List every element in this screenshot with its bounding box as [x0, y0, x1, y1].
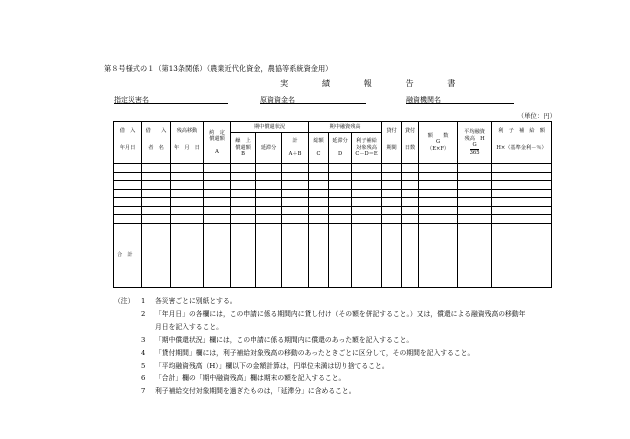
table-row	[114, 198, 552, 207]
table-cell[interactable]	[256, 189, 282, 198]
table-cell[interactable]	[458, 223, 492, 287]
header-repayment-status: 期中償還状況	[231, 122, 309, 133]
header-amount: 額 数 G （E×F）	[419, 122, 458, 164]
note-item: 4 「貸付期間」欄には，利子補給対象残高の移動のあったときごとに区分して，その期間を記入すること。	[141, 348, 475, 357]
table-cell[interactable]	[282, 164, 309, 173]
table-cell[interactable]	[419, 172, 458, 181]
table-cell[interactable]	[231, 172, 256, 181]
table-cell[interactable]	[256, 223, 282, 287]
table-cell[interactable]	[142, 164, 171, 173]
table-cell[interactable]	[114, 164, 142, 173]
table-row	[114, 181, 552, 190]
funding-source-field[interactable]	[260, 103, 366, 104]
disaster-name-label: 指定災害名	[114, 96, 149, 104]
table-cell[interactable]	[382, 215, 402, 224]
table-cell[interactable]	[352, 223, 382, 287]
table-cell[interactable]	[382, 198, 402, 207]
table-cell[interactable]	[171, 189, 204, 198]
table-cell[interactable]	[309, 181, 329, 190]
report-title-char: 績	[321, 78, 331, 88]
table-cell[interactable]	[256, 206, 282, 215]
header-borrower-name: 借 入 者 名	[142, 122, 171, 164]
notes-section	[114, 295, 529, 398]
table-cell[interactable]	[231, 215, 256, 224]
report-title-char: 書	[447, 78, 456, 88]
table-cell[interactable]	[114, 215, 142, 224]
table-cell[interactable]	[142, 181, 171, 190]
table-cell[interactable]	[329, 172, 352, 181]
table-row	[114, 172, 552, 181]
table-cell[interactable]	[458, 172, 492, 181]
table-cell[interactable]	[142, 215, 171, 224]
notes-heading: （注）	[114, 297, 135, 305]
table-cell[interactable]	[382, 223, 402, 287]
table-cell[interactable]	[329, 164, 352, 173]
table-cell[interactable]	[402, 223, 419, 287]
table-cell[interactable]	[256, 181, 282, 190]
table-cell[interactable]	[458, 198, 492, 207]
table-cell[interactable]	[492, 206, 552, 215]
header-loan-days: 貸付 日数	[402, 122, 419, 164]
table-cell[interactable]	[114, 181, 142, 190]
table-cell[interactable]	[204, 215, 231, 224]
table-cell[interactable]	[402, 189, 419, 198]
header-average-balance: 平均融資 残高 H G 365	[458, 122, 492, 164]
table-cell[interactable]	[171, 198, 204, 207]
table-cell[interactable]	[204, 164, 231, 173]
table-cell[interactable]	[419, 215, 458, 224]
table-row	[114, 164, 552, 173]
header-scheduled-repayment: 約 定 償還額 A	[204, 122, 231, 164]
table-cell[interactable]	[142, 172, 171, 181]
table-cell[interactable]	[492, 198, 552, 207]
table-cell[interactable]	[402, 206, 419, 215]
table-cell[interactable]	[142, 198, 171, 207]
table-cell[interactable]	[402, 181, 419, 190]
table-cell[interactable]	[256, 164, 282, 173]
table-cell[interactable]	[419, 181, 458, 190]
form-number-title: 第８号様式の１（第13条関係）（農業近代化資金，農協等系統資金用）	[104, 64, 333, 73]
table-row	[114, 189, 552, 198]
table-cell[interactable]	[419, 198, 458, 207]
table-cell[interactable]	[114, 189, 142, 198]
table-cell[interactable]	[329, 198, 352, 207]
note-item: 5 「平均融資残高（H）」欄以下の金額計算は，円単位未満は切り捨てること。	[141, 361, 389, 370]
table-cell[interactable]	[382, 206, 402, 215]
note-item: 6 「合計」欄の「期中融資残高」欄は期末の額を記入すること。	[141, 374, 346, 383]
table-row	[114, 206, 552, 215]
table-cell[interactable]	[231, 164, 256, 173]
table-cell[interactable]	[329, 206, 352, 215]
table-cell[interactable]	[309, 189, 329, 198]
table-cell[interactable]	[402, 215, 419, 224]
table-cell[interactable]	[231, 206, 256, 215]
table-cell[interactable]	[256, 215, 282, 224]
table-cell[interactable]	[231, 181, 256, 190]
table-cell[interactable]	[171, 172, 204, 181]
table-cell[interactable]	[309, 206, 329, 215]
header-repayment-total: 計 A＋B	[282, 133, 309, 164]
report-title-char: 告	[405, 78, 414, 88]
table-cell[interactable]	[256, 198, 282, 207]
table-cell[interactable]	[309, 172, 329, 181]
table-cell[interactable]	[282, 223, 309, 287]
table-cell[interactable]	[204, 172, 231, 181]
note-item: （注） 1 各災害ごとに別紙とする。	[114, 295, 529, 308]
table-cell[interactable]	[204, 198, 231, 207]
table-cell[interactable]	[309, 223, 329, 287]
table-cell[interactable]	[492, 215, 552, 224]
header-interest-subsidy: 利 子 補 給 額 H×（基準金利－％）	[492, 122, 552, 164]
table-cell[interactable]	[329, 223, 352, 287]
table-cell[interactable]	[171, 215, 204, 224]
table-cell[interactable]	[171, 223, 204, 287]
table-cell[interactable]	[492, 164, 552, 173]
table-cell[interactable]	[352, 172, 382, 181]
header-overdue-repayment: 延滞分	[256, 133, 282, 164]
table-cell[interactable]	[458, 164, 492, 173]
table-cell[interactable]	[282, 181, 309, 190]
table-cell[interactable]	[282, 189, 309, 198]
table-cell[interactable]	[492, 172, 552, 181]
table-cell[interactable]	[204, 181, 231, 190]
table-cell[interactable]	[458, 189, 492, 198]
table-cell[interactable]	[352, 215, 382, 224]
table-cell[interactable]	[458, 181, 492, 190]
header-early-repayment: 繰 上 償還額 B	[231, 133, 256, 164]
table-cell[interactable]	[352, 206, 382, 215]
table-cell[interactable]	[256, 172, 282, 181]
table-cell[interactable]	[352, 181, 382, 190]
table-cell[interactable]	[204, 189, 231, 198]
table-cell[interactable]	[142, 223, 171, 287]
table-cell[interactable]	[492, 181, 552, 190]
header-loan-period: 貸付 期間	[382, 122, 402, 164]
table-row	[114, 215, 552, 224]
table-cell[interactable]	[309, 164, 329, 173]
table-cell[interactable]	[282, 206, 309, 215]
lending-institution-label: 融資機関名	[406, 96, 441, 104]
note-item: 7 利子補給交付対象期間を過ぎたものは，「延滞分」に含めること。	[141, 387, 356, 396]
table-cell[interactable]	[492, 189, 552, 198]
report-title-char: 報	[363, 78, 372, 88]
note-item: 3 「期中償還状況」欄には，この申請に係る期間内に償還のあった額を記入すること。	[141, 335, 414, 344]
table-cell[interactable]	[458, 215, 492, 224]
header-balance-overdue: 延滞分 D	[329, 133, 352, 164]
table-cell[interactable]	[114, 206, 142, 215]
table-cell[interactable]	[204, 206, 231, 215]
header-subsidy-balance: 利子補給 対象残高 C－D＝E	[352, 133, 382, 164]
table-cell[interactable]	[171, 181, 204, 190]
table-cell[interactable]	[492, 223, 552, 287]
header-loan-balance: 期中融資残高	[309, 122, 382, 133]
table-cell[interactable]	[231, 198, 256, 207]
table-cell[interactable]	[329, 215, 352, 224]
table-cell[interactable]	[352, 189, 382, 198]
table-cell[interactable]	[231, 223, 256, 287]
table-cell[interactable]	[419, 223, 458, 287]
table-cell[interactable]	[114, 172, 142, 181]
table-cell[interactable]	[282, 172, 309, 181]
table-cell[interactable]	[382, 189, 402, 198]
table-cell[interactable]	[402, 198, 419, 207]
table-cell[interactable]	[352, 198, 382, 207]
table-cell[interactable]	[309, 198, 329, 207]
table-cell[interactable]	[458, 206, 492, 215]
table-cell[interactable]	[171, 206, 204, 215]
table-cell[interactable]	[171, 164, 204, 173]
report-title-char: 実	[280, 78, 289, 88]
table-cell[interactable]	[282, 198, 309, 207]
table-cell[interactable]	[419, 164, 458, 173]
table-cell[interactable]	[204, 223, 231, 287]
header-borrow-date: 借 入 年月日	[114, 122, 142, 164]
table-cell[interactable]	[282, 215, 309, 224]
table-cell[interactable]	[142, 206, 171, 215]
note-item: 2 「年月日」の各欄には，この申請に係る期間内に貸し付け（その額を併記すること。）又は，償還による融資残高の移動年月日を記入すること。	[141, 309, 526, 331]
table-cell[interactable]	[309, 215, 329, 224]
table-cell[interactable]	[329, 189, 352, 198]
table-cell[interactable]	[402, 172, 419, 181]
table-cell[interactable]	[402, 164, 419, 173]
table-cell[interactable]	[114, 198, 142, 207]
funding-source-label: 原資資金名	[260, 96, 295, 104]
report-title	[280, 78, 486, 89]
disaster-name-field[interactable]	[114, 103, 228, 104]
unit-note: （単位：円）	[517, 112, 556, 120]
table-cell[interactable]	[231, 189, 256, 198]
table-cell[interactable]	[142, 189, 171, 198]
table-cell[interactable]	[382, 181, 402, 190]
table-cell[interactable]	[419, 206, 458, 215]
table-cell[interactable]	[382, 172, 402, 181]
table-cell[interactable]	[352, 164, 382, 173]
table-cell[interactable]	[382, 164, 402, 173]
table-cell[interactable]	[419, 189, 458, 198]
lending-institution-field[interactable]	[406, 103, 514, 104]
total-row	[114, 223, 552, 287]
header-balance-total: 総額 C	[309, 133, 329, 164]
report-table	[113, 121, 552, 288]
table-cell[interactable]	[329, 181, 352, 190]
total-label: 合 計	[114, 223, 142, 287]
header-balance-change-date: 残高移動 年 月 日	[171, 122, 204, 164]
